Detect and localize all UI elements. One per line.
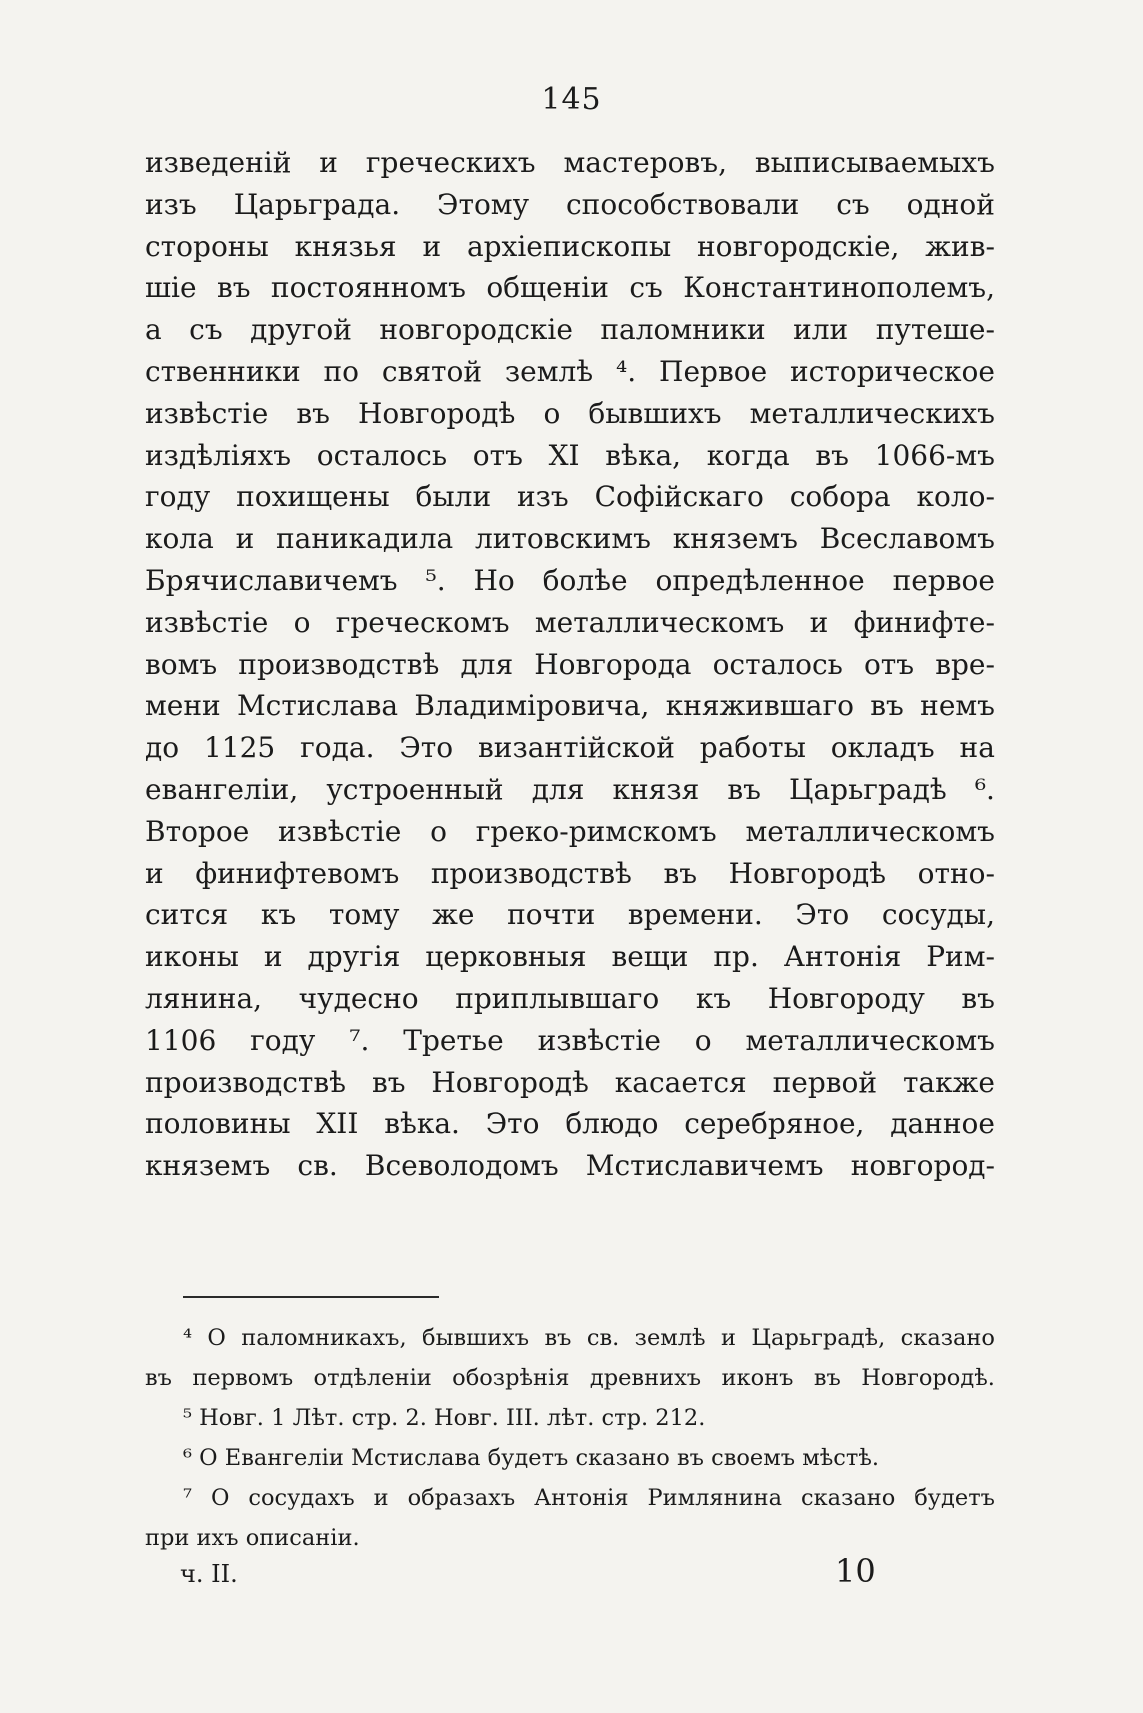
text-line: извѣстіе о греческомъ металлическомъ и финифте- <box>145 605 995 639</box>
footnote-line: ⁶ О Евангеліи Мстислава будетъ сказано въ своемъ мѣстѣ. <box>183 1445 880 1471</box>
text-line: извѣстіе въ Новгородѣ о бывшихъ металлическихъ <box>145 396 995 430</box>
text-line: вомъ производствѣ для Новгорода осталось отъ вре- <box>145 647 995 681</box>
footnote-line: ⁷ О сосудахъ и образахъ Антонія Римлянина сказано будетъ <box>183 1485 995 1511</box>
text-line: шіе въ постоянномъ общеніи съ Константинополемъ, <box>145 271 995 305</box>
footnote-line: при ихъ описаніи. <box>145 1525 360 1551</box>
text-line: году похищены были изъ Софійскаго собора коло- <box>145 480 995 514</box>
text-line: лянина, чудесно приплывшаго къ Новгороду въ <box>145 981 995 1015</box>
text-line: сится къ тому же почти времени. Это сосуды, <box>145 898 995 932</box>
text-line: евангеліи, устроенный для князя въ Царьградѣ ⁶. <box>145 772 995 806</box>
text-line: Второе извѣстіе о греко-римскомъ металлическомъ <box>145 814 995 848</box>
sheet-number: 10 <box>835 1552 876 1590</box>
text-line: производствѣ въ Новгородѣ касается первой также <box>145 1065 995 1099</box>
signature-mark: ч. II. <box>180 1560 238 1588</box>
text-line: иконы и другія церковныя вещи пр. Антонія Рим- <box>145 940 995 974</box>
text-line: 1106 году ⁷. Третье извѣстіе о металлическомъ <box>145 1023 995 1057</box>
text-line: Брячиславичемъ ⁵. Но болѣе опредѣленное первое <box>145 563 995 597</box>
footnote-line: ⁵ Новг. 1 Лѣт. стр. 2. Новг. III. лѣт. стр. 212. <box>183 1405 706 1431</box>
footnote-line: ⁴ О паломникахъ, бывшихъ въ св. землѣ и Царьградѣ, сказано <box>183 1325 995 1351</box>
text-line: кола и паникадила литовскимъ княземъ Всеславомъ <box>145 522 995 556</box>
text-line: изъ Царьграда. Этому способствовали съ одной <box>145 187 995 221</box>
text-line: и финифтевомъ производствѣ въ Новгородѣ отно- <box>145 856 995 890</box>
text-line: мени Мстислава Владиміровича, княжившаго въ немъ <box>145 689 995 723</box>
text-line: ственники по святой землѣ ⁴. Первое историческое <box>145 354 995 388</box>
page-number: 145 <box>541 82 602 117</box>
text-line: стороны князья и архіепископы новгородскіе, жив- <box>145 229 995 263</box>
footnotes <box>145 1318 995 1558</box>
text-line: до 1125 года. Это византійской работы окладъ на <box>145 731 995 765</box>
main-text <box>145 142 995 1187</box>
footnote-divider <box>183 1296 439 1298</box>
text-line: княземъ св. Всеволодомъ Мстиславичемъ новгород- <box>145 1149 995 1183</box>
footnote-line: въ первомъ отдѣленіи обозрѣнія древнихъ иконъ въ Новгородѣ. <box>145 1365 995 1391</box>
text-line: а съ другой новгородскіе паломники или путеше- <box>145 313 995 347</box>
text-line: издѣліяхъ осталось отъ XI вѣка, когда въ 1066-мъ <box>145 438 995 472</box>
text-line: изведеній и греческихъ мастеровъ, выписываемыхъ <box>145 146 995 179</box>
text-line: половины XII вѣка. Это блюдо серебряное, данное <box>145 1107 995 1141</box>
